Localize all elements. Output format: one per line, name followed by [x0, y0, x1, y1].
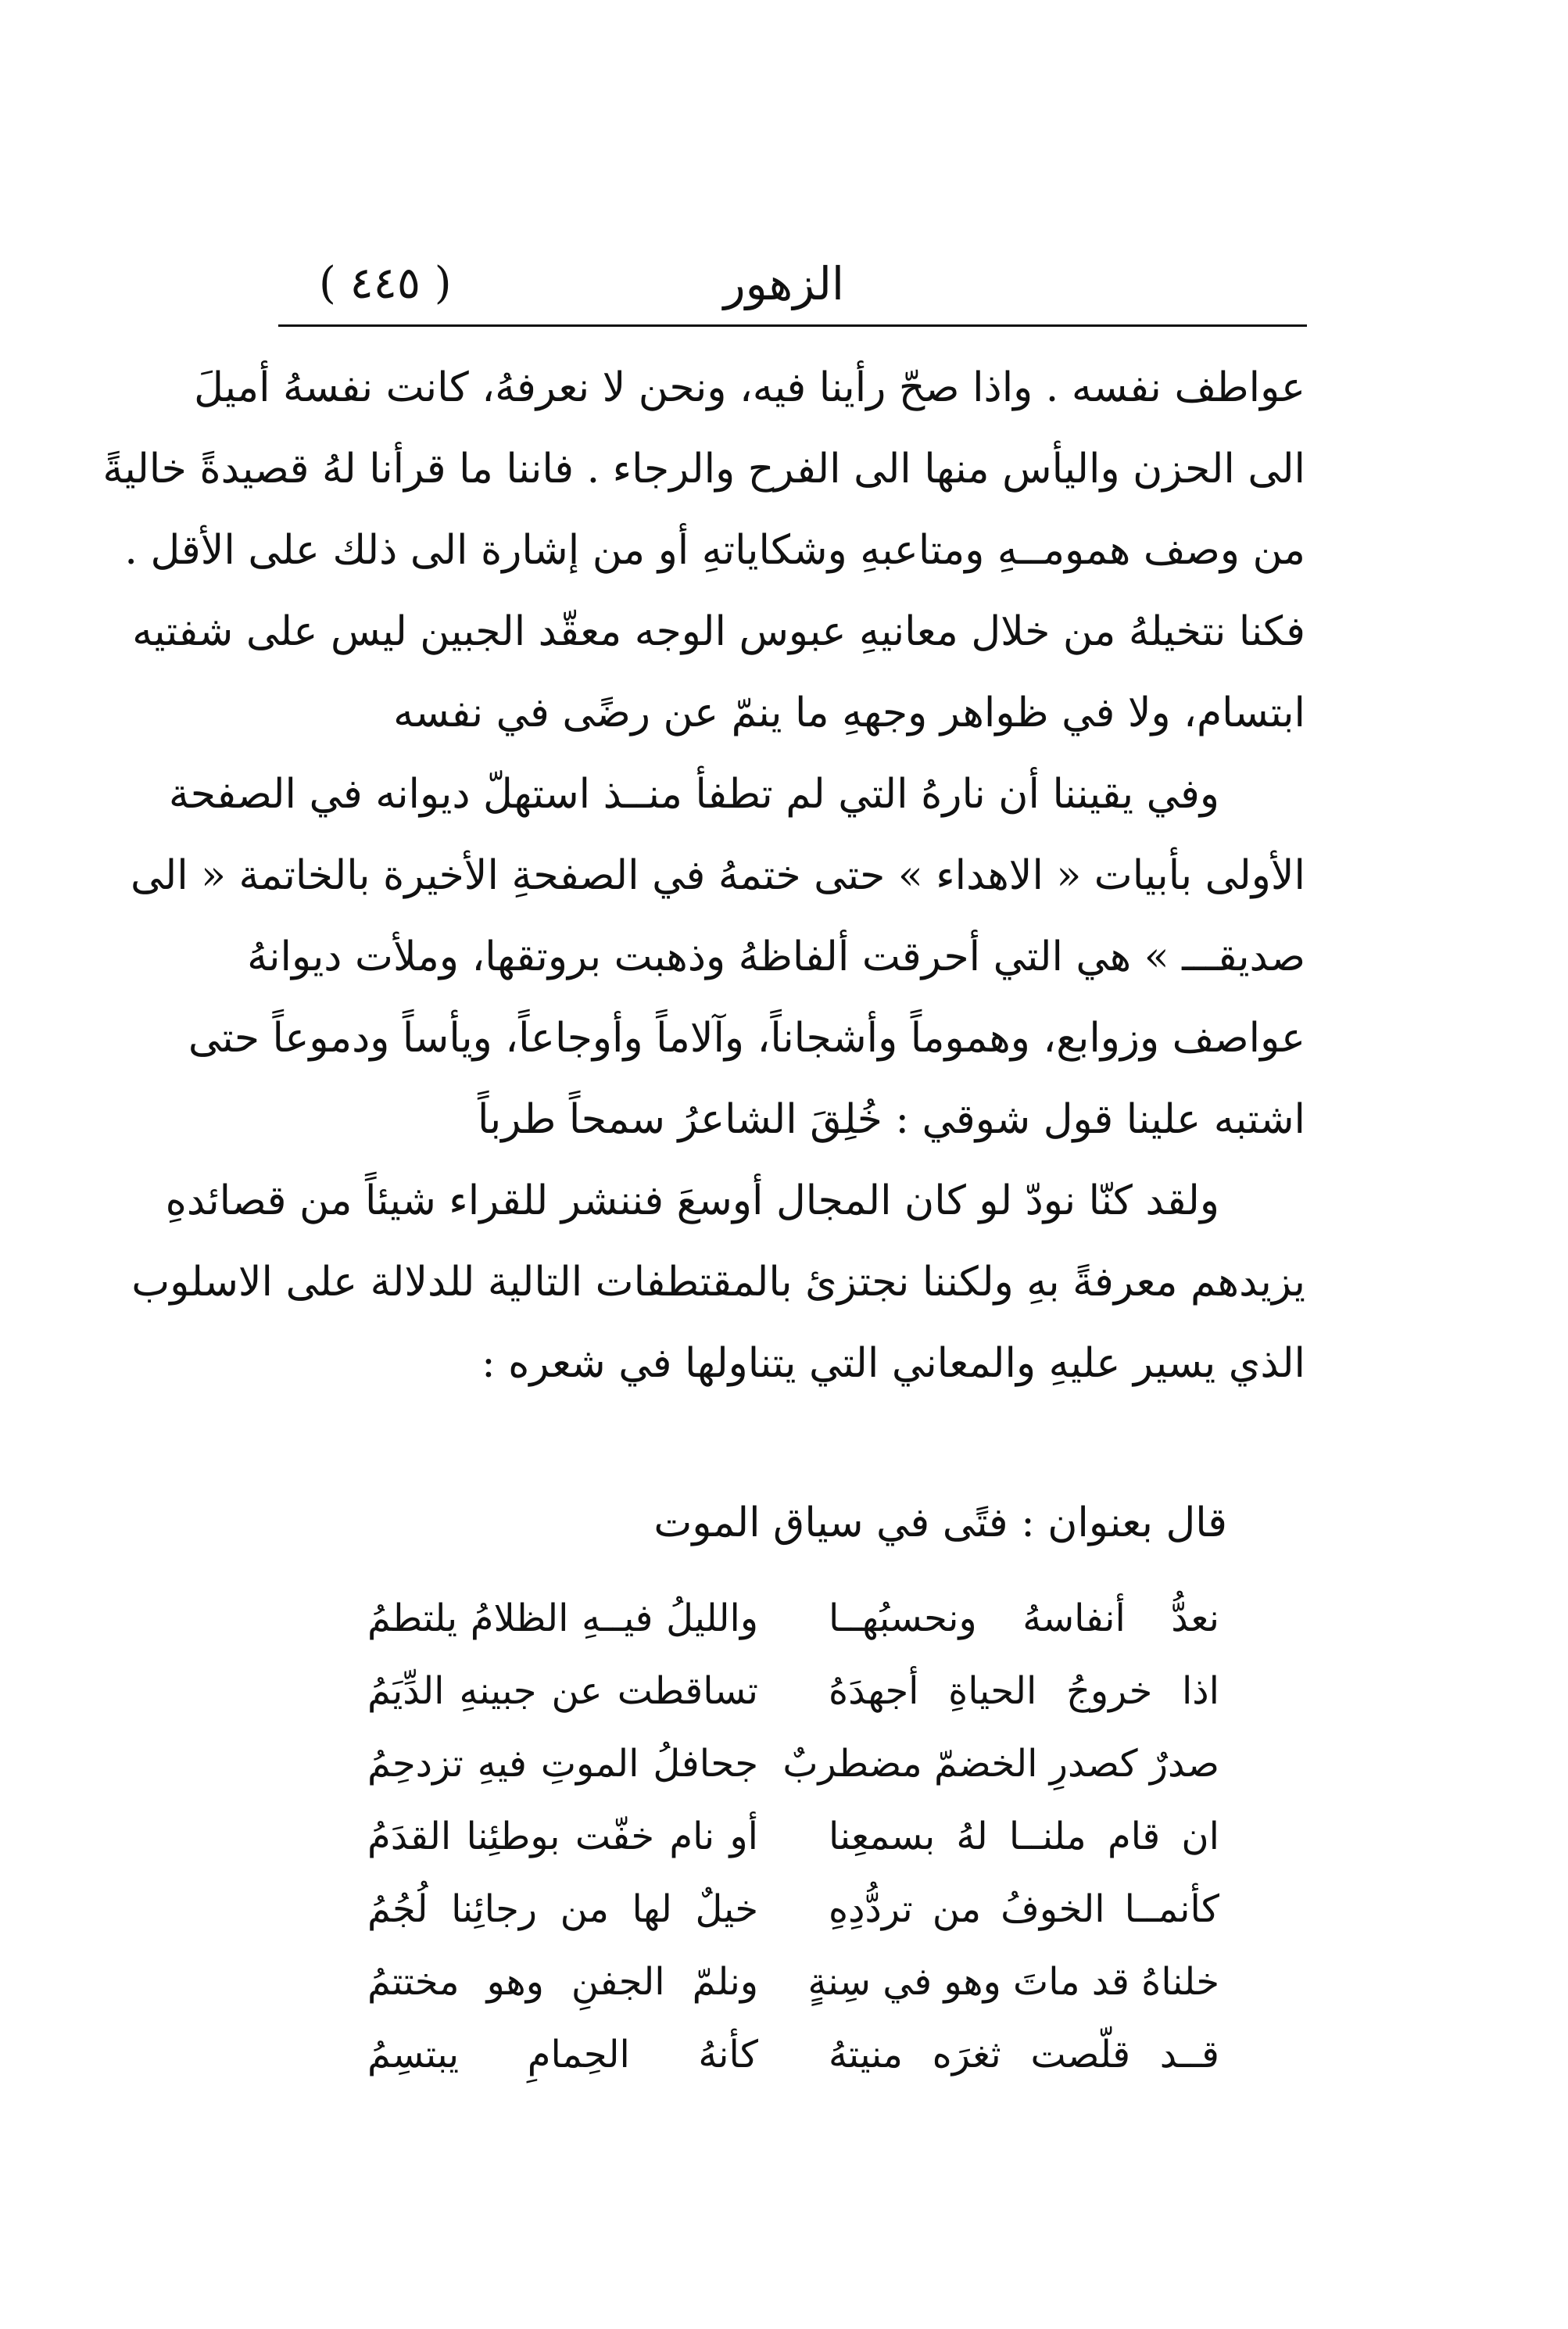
- poem-verse: [367, 1800, 1219, 1873]
- poem-verse: [367, 2019, 1219, 2091]
- poem-verse: [367, 1582, 1219, 1655]
- header-rule: [278, 324, 1307, 327]
- text-line: ابتسام، ولا في ظواهر وجههِ ما ينمّ عن رضًى في نفسه: [393, 690, 1305, 736]
- text-line: صديقـــ » هي التي أحرقت ألفاظهُ وذهبت بروتقها، وملأت ديوانهُ: [247, 933, 1305, 980]
- first-hemistich: ان قام ملنــا لهُ بسمعِنا: [829, 1815, 1219, 1858]
- second-hemistich: والليلُ فيــهِ الظلامُ يلتطمُ: [367, 1596, 758, 1640]
- text-line: الأولى بأبيات « الاهداء » حتى ختمهُ في الصفحةِ الأخيرة بالخاتمة « الى: [131, 852, 1305, 899]
- text-line: فكنا نتخيلهُ من خلال معانيهِ عبوس الوجه معقّد الجبين ليس على شفتيه: [132, 608, 1305, 655]
- text-line: الى الحزن واليأس منها الى الفرح والرجاء . فاننا ما قرأنا لهُ قصيدةً خاليةً: [102, 446, 1305, 493]
- paragraph-3: [131, 1160, 1305, 1404]
- body-text: [102, 347, 1305, 1404]
- text-line: وفي يقيننا أن نارهُ التي لم تطفأ منــذ استهلّ ديوانه في الصفحة: [168, 771, 1219, 818]
- poem-verse: [367, 1946, 1219, 2019]
- first-hemistich: صدرٌ كصدرِ الخضمّ مضطربٌ: [782, 1742, 1219, 1786]
- text-line: عواطف نفسه . واذا صحّ رأينا فيه، ونحن لا نعرفهُ، كانت نفسهُ أميلَ: [194, 364, 1305, 411]
- poem-verse: [367, 1728, 1219, 1800]
- second-hemistich: خيلٌ لها من رجائِنا لُجُمُ: [367, 1887, 758, 1931]
- poem: [367, 1582, 1219, 2091]
- second-hemistich: ونلمّ الجفنِ وهو مختتمُ: [367, 1960, 758, 2004]
- second-hemistich: جحافلُ الموتِ فيهِ تزدحِمُ: [367, 1742, 758, 1786]
- text-line: ولقد كنّا نودّ لو كان المجال أوسعَ فننشر للقراء شيئاً من قصائدهِ: [165, 1177, 1219, 1224]
- first-hemistich: اذا خروجُ الحياةِ أجهدَهُ: [829, 1669, 1219, 1713]
- page-number: ( ٤٤٥ ): [319, 258, 452, 309]
- second-hemistich: أو نام خفّت بوطئِنا القدَمُ: [367, 1815, 758, 1858]
- first-hemistich: كأنمــا الخوفُ من تردُّدِهِ: [829, 1887, 1219, 1931]
- second-hemistich: تساقطت عن جبينهِ الدِّيَمُ: [367, 1669, 758, 1713]
- poem-verse: [367, 1655, 1219, 1728]
- text-line: من وصف همومــهِ ومتاعبهِ وشكاياتهِ أو من إشارة الى ذلك على الأقل .: [124, 527, 1305, 574]
- second-hemistich: كأنهُ الحِمامِ يبتسِمُ: [367, 2033, 758, 2076]
- first-hemistich: قــد قلّصت ثغرَه منيتهُ: [829, 2033, 1219, 2076]
- first-hemistich: نعدُّ أنفاسهُ ونحسبُهــا: [829, 1596, 1219, 1640]
- poem-verse: [367, 1873, 1219, 1946]
- text-line: يزيدهم معرفةً بهِ ولكننا نجتزئ بالمقتطفات التالية للدلالة على الاسلوب: [131, 1259, 1305, 1306]
- paragraph-2: [131, 754, 1305, 1160]
- first-hemistich: خلناهُ قد ماتَ وهو في سِنةٍ: [807, 1960, 1219, 2004]
- text-line: عواصف وزوابع، وهموماً وأشجاناً، وآلاماً وأوجاعاً، ويأساً ودموعاً حتى: [188, 1015, 1305, 1062]
- text-line: اشتبه علينا قول شوقي : خُلِقَ الشاعرُ سمحاً طرباً: [477, 1096, 1305, 1143]
- paragraph-1: [102, 347, 1305, 754]
- running-title: الزهور: [723, 257, 844, 310]
- poem-intro: قال بعنوان : فتًى في سياق الموت: [653, 1500, 1227, 1546]
- page-header: [281, 249, 1305, 319]
- text-line: الذي يسير عليهِ والمعاني التي يتناولها في شعره :: [481, 1340, 1305, 1387]
